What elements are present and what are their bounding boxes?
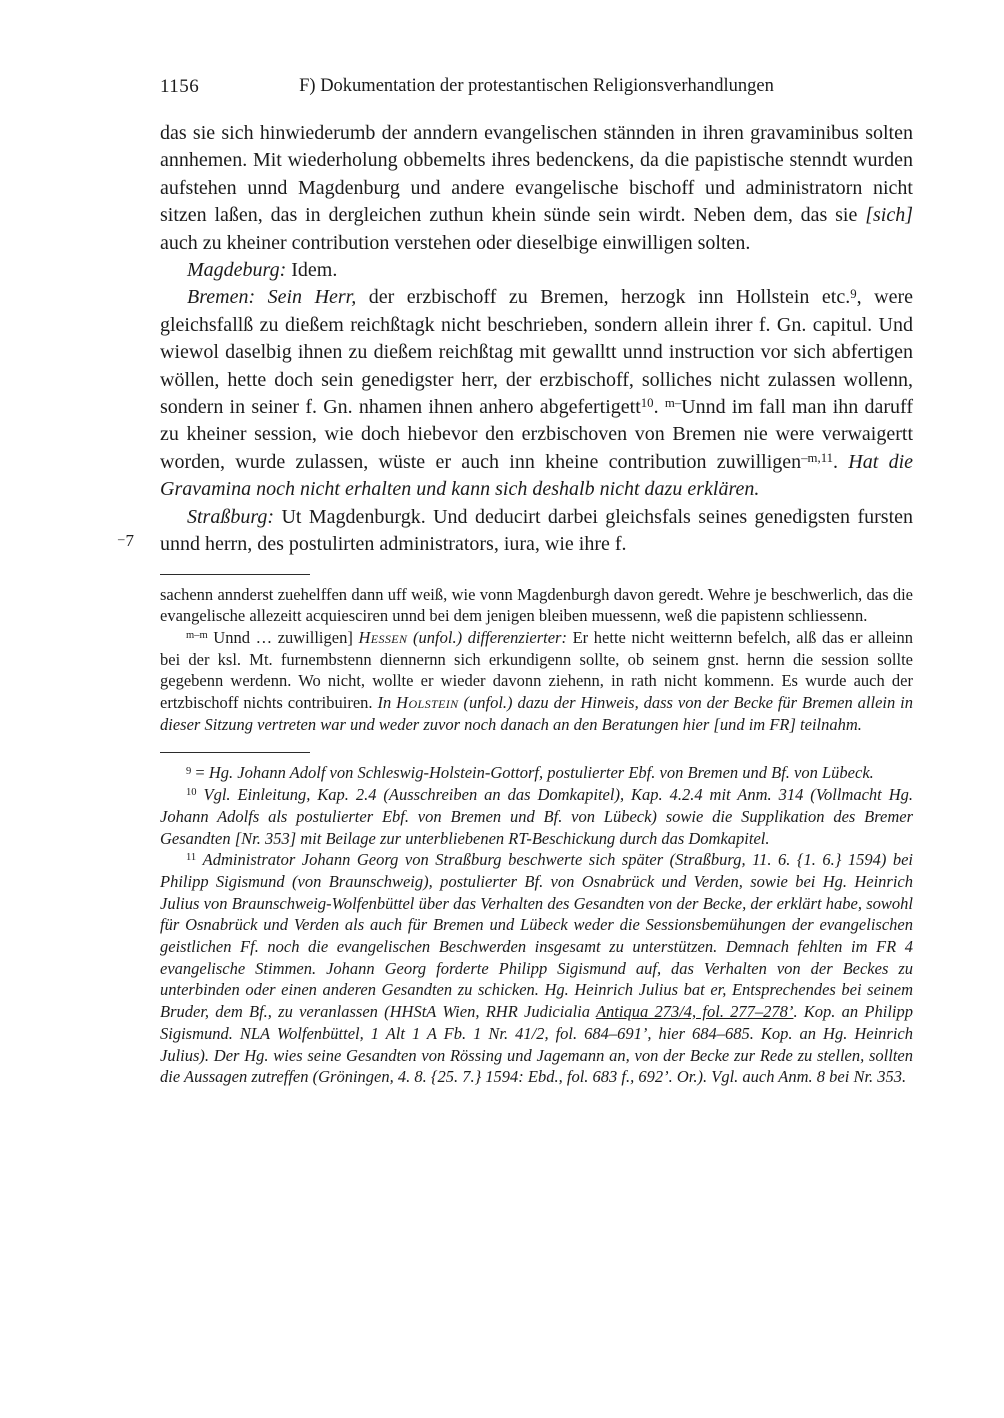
margin-dash: – <box>118 531 125 546</box>
apparatus-separator-rule <box>160 574 310 575</box>
paragraph-bremen: Bremen: Sein Herr, der erzbischoff zu Bremen, herzogk inn Hollstein etc.$^9$, were gleichsfallß zu dießem reichßtagk nicht beschrieben, sondern allein ihrer f. Gn. capitul. Und wiewol daselbig ihnen zu dießem reichßtag mit gewalltt unnd instruction vor sich abfertigen wöllen, hette doch sein genedigster herr, der erzbischoff, solliches nicht zulassen wollenn, sondern in seiner f. Gn. nhamen ihnen anhero abgefertigett$^{10}$. $^{m-}$Unnd im fall man ihn daruff zu kheiner session, wie doch hiebevor den erzbischoven von Bremen nie were verwaigertt worden, wurde zulassen, wüste er auch inn kheine contribution zuwilligen$^{-m,11}$. Hat die Gravamina noch nicht erhalten und kann sich deshalb nicht dazu erklären. <box>160 286 914 501</box>
paragraph-continuation: das sie sich hinwiederumb der anndern evangelischen stännden in ihren gravaminibus solten annhemen. Mit wiederholung obbemelts ihres bedenckens, da die papistische stenndt wurden aufstehen unnd Magdenburg und andere evangelische bischoff und administratorn nicht sitzen laßen, das in dergleichen zuthun khein sünde sein wirdt. Neben dem, das sie [sich] auch zu kheiner contribution verstehen oder dieselbige einwilligen solten. <box>160 122 913 254</box>
footnote-10: $^{10}$ Vgl. Einleitung, Kap. 2.4 (Ausschreiben an das Domkapitel), Kap. 4.2.4 mit Anm. 314 (Vollmacht Hg. Johann Adolfs als postulierter Ebf. von Bremen und Bf. von Lübeck) sowie die Supplikation des Bremer Gesandten [Nr. 353] mit Beilage zur unterbliebenen RT-Beschickung durch das Domkapitel. <box>160 785 913 848</box>
running-header <box>160 76 913 104</box>
footnotes <box>160 752 913 1088</box>
apparatus-notes <box>160 574 913 736</box>
footnote-11: $^{11}$ Administrator Johann Georg von Straßburg beschwerte sich später (Straßburg, 11. 6. {1. 6.} 1594) bei Philipp Sigismund (von Braunschweig), postulierter Bf. von Osnabrück und Verden, sowie bei Hg. Heinrich Julius von Braunschweig-Wolfenbüttel über das Verhalten des Gesandten von der Becke, der erklärt habe, sowohl für Osnabrück und Verden als auch für Bremen und Lübeck weder die Sessionsbemühungen der evangelischen geistlichen Ff. noch die evangelischen Beschwerden insgesamt zu unterstützen. Demnach fehlten im FR 4 evangelische Stimmen. Johann Georg forderte Philipp Sigismund auf, das Verhalten von der Beckes zu unterbinden oder einen anderen Gesandten zu schicken. Hg. Heinrich Julius bat er, Entsprechendes bei seinem Bruder, dem Bf., zu veranlassen (HHStA Wien, RHR Judicialia Antiqua 273/4, fol. 277–278’. Kop. an Philipp Sigismund. NLA Wolfenbüttel, 1 Alt 1 A Fb. 1 Nr. 41/2, fol. 684–691’, hier 684–685. Kop. an Hg. Heinrich Julius). Der Hg. wies seine Gesandten von Rössing und Jagemann an, von der Becke zur Rede zu stellen, sollten die Aussagen zutreffen (Gröningen, 4. 8. {25. 7.} 1594: Ebd., fol. 683 f., 692’. Or.). Vgl. auch Anm. 8 bei Nr. 353. <box>160 850 914 1087</box>
main-text <box>160 120 913 559</box>
paragraph-magdeburg: Magdeburg: Idem. <box>187 259 338 282</box>
running-head-title: F) Dokumentation der protestantischen Religionsverhandlungen <box>299 76 774 96</box>
apparatus-continuation: sachenn annderst zuehelffen dann uff weiß, wie vonn Magdenburgh davon geredt. Wehre je beschwerlich, das die evangelische allezeitt acquiesciren unnd bei dem jenigen bleiben muessenn, weß die papistenn schliessenn. <box>160 584 913 626</box>
margin-folio-note <box>118 531 134 551</box>
footnote-9: $^9$ = Hg. Johann Adolf von Schleswig-Holstein-Gottorf, postulierter Ebf. von Bremen und Bf. von Lübeck. <box>186 763 874 783</box>
page-number: 1156 <box>160 76 200 97</box>
margin-folio-number: 7 <box>125 531 134 550</box>
paragraph-strassburg: Straßburg: Ut Magdenburgk. Und deducirt darbei gleichsfals seines genedigsten fursten unnd herrn, des postulirten administrators, iura, wie ihre f. <box>160 505 913 556</box>
footnote-separator-rule <box>160 752 310 753</box>
apparatus-note-m: $^{m-m}$ Unnd … zuwilligen] Hessen (unfol.) differenzierter: Er hette nicht weitternn befelch, alß das er alleinn bei der ksl. Mt. furnembstenn diennernn sich erkundigenn sollte, ob seinem gnst. hernn die session sollte gegebenn werdenn. Wo nicht, wollte er wieder davonn ziehenn, in rath nicht kommenn. Es wurde auch der ertzbischoff nichts contribuiren. In Holstein (unfol.) dazu der Hinweis, dass von der Becke für Bremen allein in dieser Sitzung vertreten war und weder zuvor noch danach an den Beratungen hier [und im FR] teilnahm. <box>160 627 913 734</box>
